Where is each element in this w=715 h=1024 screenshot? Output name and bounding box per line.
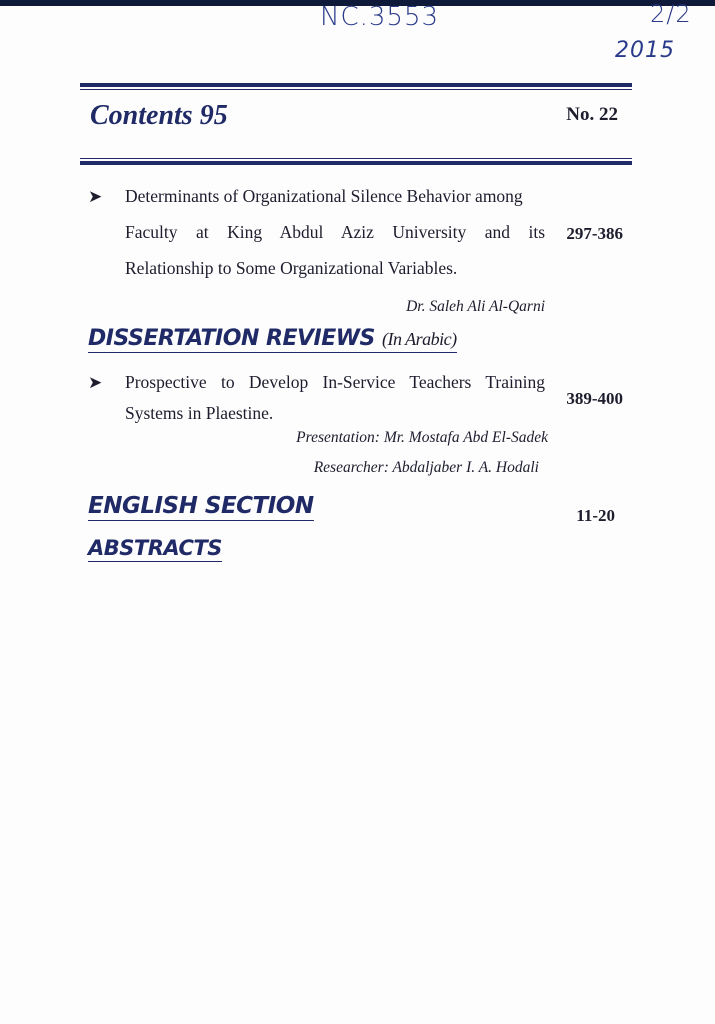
dissertation-heading-text: DISSERTATION REVIEWS — [88, 326, 375, 351]
bullet-arrow-icon: ➤ — [88, 187, 103, 206]
english-section-heading: ENGLISH SECTION — [88, 493, 314, 519]
header-rule-bottom — [80, 158, 632, 165]
handwritten-year: 2015 — [615, 38, 675, 63]
handwritten-code: NC.3553 — [320, 2, 440, 32]
entry-title-line-2: Faculty at King Abdul Aziz University and its — [125, 222, 545, 242]
bullet-arrow-icon: ➤ — [88, 373, 103, 392]
english-section-pages: 11-20 — [576, 506, 615, 525]
entry-pages: 297-386 — [566, 224, 623, 243]
dissertation-pages: 389-400 — [566, 389, 623, 408]
abstracts-heading: ABSTRACTS — [88, 536, 222, 560]
dissertation-title-line-1: Prospective to Develop In-Service Teachers Training — [125, 372, 545, 392]
dissertation-presentation: Presentation: Mr. Mostafa Abd El-Sadek — [296, 429, 548, 446]
handwritten-fraction: 2/2 — [650, 0, 692, 28]
contents-title: Contents 95 — [90, 100, 228, 131]
dissertation-reviews-heading — [88, 326, 457, 353]
entry-title-line-1: Determinants of Organizational Silence Behavior among — [125, 186, 523, 206]
dissertation-researcher: Researcher: Abdaljaber I. A. Hodali — [313, 459, 539, 476]
header-rule-top — [80, 83, 632, 90]
entry-author: Dr. Saleh Ali Al-Qarni — [406, 298, 545, 315]
dissertation-subheading: (In Arabic) — [382, 329, 457, 349]
entry-title-line-3: Relationship to Some Organizational Variables. — [125, 258, 458, 278]
dissertation-title-line-2: Systems in Plaestine. — [125, 403, 274, 423]
issue-number: No. 22 — [566, 104, 618, 125]
